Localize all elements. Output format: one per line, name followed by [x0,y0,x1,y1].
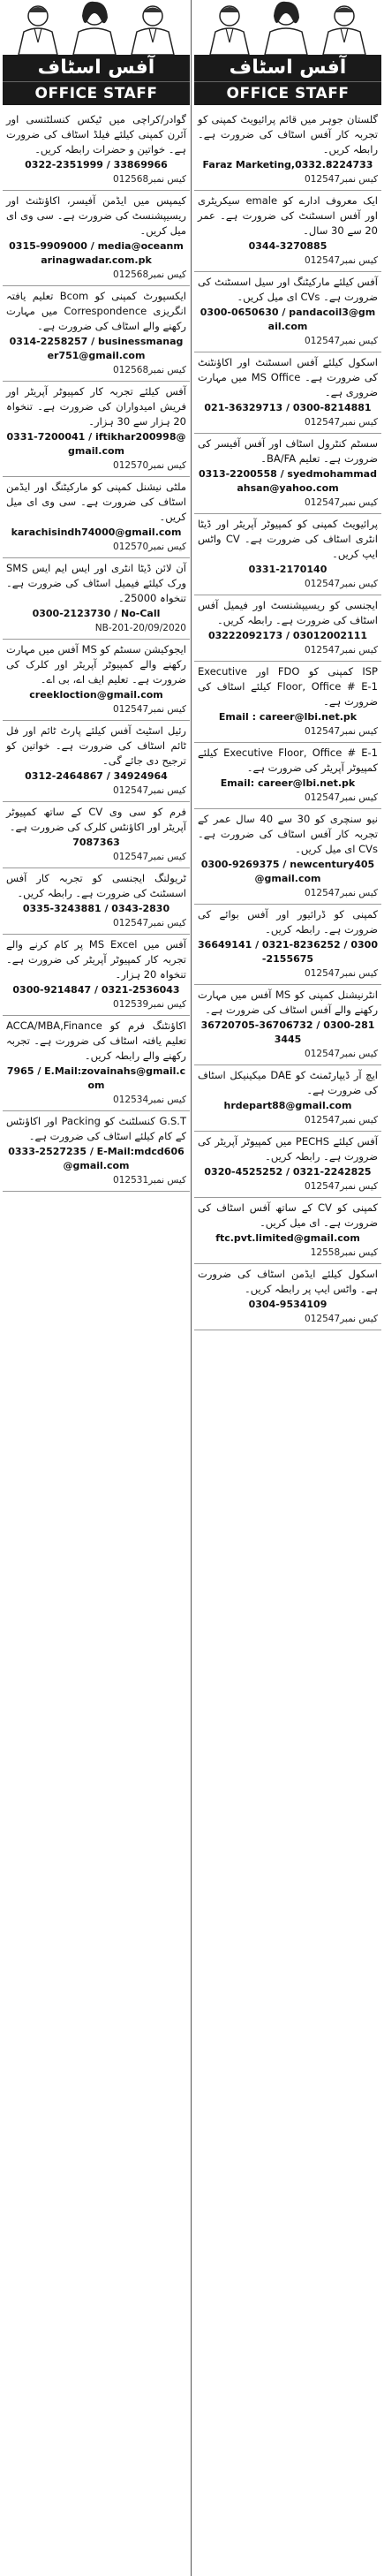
ad-contact: 7965 / E.Mail:zovainahs@gmail.com [6,1065,186,1091]
ad-body-text: آفس کیلئے مارکیٹنگ اور سیل اسسٹنٹ کی ضرورت ہے۔ CVs ای میل کریں۔ [198,276,378,303]
classified-ad [3,868,190,935]
ad-case-number: کیس نمبر012547 [305,579,378,589]
ad-case-number: کیس نمبر012547 [113,918,186,928]
ad-body-text: آفس کیلئے تجربہ کار کمپیوٹر آپریٹر اور فریش امیدواران کی ضرورت ہے۔ تنخواہ 20 ہزار سے 30 ہزار۔ [6,385,186,428]
classified-ad [194,595,381,662]
classified-ad [194,272,381,352]
ad-body-text: کمپنی کو CV کے ساتھ آفس اسٹاف کی ضرورت ہے۔ ای میل کریں۔ [198,1201,378,1229]
ad-contact: 021-36329713 / 0300-8214881 [204,402,372,413]
ad-case-number: کیس نمبر012568 [113,365,186,375]
ad-case-number: کیس نمبر012570 [113,460,186,471]
ad-contact: 0312-2464867 / 34924964 [25,770,168,782]
ad-case-number: کیس نمبر012547 [305,968,378,979]
ad-contact: 0300-0650630 / pandacoil3@gmail.com [200,307,376,332]
ad-case-number: کیس نمبر12558 [310,1247,378,1258]
ad-body-text: پرائیویٹ کمپنی کو کمپیوٹر آپریٹر اور ڈیٹا انٹری اسٹاف کی ضرورت ہے۔ CV واٹس ایپ کریں۔ [198,518,378,560]
ad-contact: 36649141 / 0321-8236252 / 0300-2155675 [198,939,378,965]
ad-case-number: کیس نمبر012568 [113,174,186,185]
ad-case-number: کیس نمبر012547 [305,645,378,655]
left-ads-list [3,110,190,1192]
ad-case-number: کیس نمبر012539 [113,999,186,1010]
classified-ad [194,1198,381,1264]
classified-ad [194,905,381,985]
classified-ad [3,721,190,802]
ad-body-text: سسٹم کنٹرول اسٹاف اور آفس آفیسر کی ضرورت ہے۔ تعلیم BA/FA۔ [198,437,378,465]
ad-body-text: اکاؤنٹنگ فرم کو ACCA/MBA,Finance تعلیم یافتہ اسٹاف کی ضرورت ہے۔ تجربہ رکھنے والے رابطہ کریں۔ [6,1019,186,1062]
ad-case-number: کیس نمبر012547 [305,792,378,803]
classified-ad [194,743,381,809]
ad-case-number: کیس نمبر012531 [113,1175,186,1186]
classified-ad [194,191,381,272]
ad-contact: 0315-9909000 / media@oceanmarinagwadar.com.pk [9,240,184,266]
ad-body-text: ایچ آر ڈیپارٹمنٹ کو DAE میکینیکل اسٹاف کی ضرورت ہے۔ [198,1069,378,1096]
classified-ad [3,286,190,382]
classified-ad [194,985,381,1065]
ad-case-number: کیس نمبر012547 [113,704,186,715]
left-column [3,0,190,2576]
ad-contact: 0331-2170140 [248,564,328,575]
classified-ad [194,434,381,514]
ad-case-number: کیس نمبر012547 [113,785,186,796]
ad-body-text: رئیل اسٹیٹ آفس کیلئے پارٹ ٹائم اور فل ٹائم اسٹاف کی ضرورت ہے۔ خواتین کو ترجیح دی جائے گی۔ [6,724,186,767]
section-title-english: OFFICE STAFF [3,81,190,105]
ad-contact: 0335-3243881 / 0343-2830 [22,903,170,914]
ad-body-text: نیو سنچری کو 30 سے 40 سال عمر کے تجربہ کار آفس اسٹاف کی ضرورت ہے۔ CVs ای میل کریں۔ [198,813,378,855]
ad-body-text: Executive Floor, Office # E-1 کیلئے کمپیوٹر آپریٹر کی ضرورت ہے۔ [198,746,378,774]
ad-body-text: ایکسپورٹ کمپنی کو Bcom تعلیم یافتہ انگریزی Correspondence میں مہارت رکھنے والے اسٹاف کی ضرورت ہے۔ [6,290,187,332]
ad-contact: 0300-9269375 / newcentury405@gmail.com [200,859,375,884]
ad-contact: 0322-2351999 / 33869966 [25,159,168,170]
classified-ad [194,809,381,905]
classified-ad [3,477,190,558]
ad-body-text: اسکول کیلئے ایڈمن اسٹاف کی ضرورت ہے۔ واٹس ایپ پر رابطہ کریں۔ [198,1268,378,1295]
ad-contact: 0320-4525252 / 0321-2242825 [204,1166,372,1178]
ad-case-number: کیس نمبر012547 [305,336,378,346]
ad-contact: Email : career@lbi.net.pk [218,711,358,723]
classified-ad [3,110,190,191]
ad-body-text: آفس کیلئے PECHS میں کمپیوٹر آپریٹر کی ضرورت ہے۔ رابطہ کریں۔ [198,1135,378,1163]
ad-body-text: ISP کمپنی کو FDO اور Executive Floor, Office # E-1 کیلئے اسٹاف کی ضرورت ہے۔ [198,665,379,708]
ad-contact: 0304-9534109 [248,1299,328,1310]
ad-body-text: ٹریولنگ ایجنسی کو تجربہ کار آفس اسسٹنٹ کی ضرورت ہے۔ رابطہ کریں۔ [6,872,186,899]
ad-body-text: گوادر/کراچی میں ٹیکس کنسلٹنسی اور آئرن کمپنی کیلئے فیلڈ اسٹاف کی ضرورت ہے۔ خواتین و حضرات رابطہ کریں۔ [6,113,186,155]
ad-body-text: ایک معروف ادارے کو emale سیکریٹری اور آفس اسسٹنٹ کی ضرورت ہے۔ عمر 20 سے 30 سال۔ [198,194,378,237]
right-column [194,0,381,2576]
classified-ad [3,935,190,1016]
ad-body-text: آفس میں MS Excel پر کام کرنے والے تجربہ کار کمپیوٹر آپریٹر کی ضرورت ہے۔ تنخواہ 20 ہزار۔ [6,938,186,981]
ad-contact: 0314-2258257 / businessmanager751@gmail.com [9,336,184,361]
left-header [3,0,190,106]
ad-contact: Faraz Marketing,0332.8224733 [202,159,373,170]
classified-ad [194,352,381,434]
section-title-english: OFFICE STAFF [194,81,381,105]
ad-case-number: کیس نمبر012534 [113,1095,186,1105]
ad-case-number: NB-201-20/09/2020 [94,623,186,633]
classified-ad [194,1065,381,1132]
ad-contact: 0333-2527235 / E-Mail:mdcd606@gmail.com [8,1146,184,1171]
column-divider [191,0,192,2576]
ad-contact: 7087363 [72,837,120,848]
ad-case-number: کیس نمبر012568 [113,269,186,280]
ad-case-number: کیس نمبر012547 [305,1049,378,1059]
ad-case-number: کیس نمبر012570 [113,542,186,552]
ad-contact: 0300-9214847 / 0321-2536043 [12,984,180,996]
ad-contact: creekloction@gmail.com [29,689,163,701]
right-header [194,0,381,106]
ad-case-number: کیس نمبر012547 [305,888,378,898]
ad-contact: karachisindh74000@gmail.com [11,527,182,538]
ad-body-text: آن لائن ڈیٹا انٹری اور ایس ایم ایس SMS ورک کیلئے فیمیل اسٹاف کی ضرورت ہے۔ تنخواہ 25000۔ [6,562,186,604]
classified-ad [194,1264,381,1330]
office-people-illustration [194,0,381,55]
classified-ad [3,382,190,477]
ad-case-number: کیس نمبر012547 [305,1181,378,1192]
ad-contact: 0331-7200041 / iftikhar200998@gmail.com [6,431,186,457]
ad-contact: 0313-2200558 / syedmohammadahsan@yahoo.com [199,468,377,494]
classified-ad [3,1111,190,1192]
classified-ad [3,640,190,721]
section-title-urdu: آفس اسٹاف [3,55,190,81]
classified-ad [194,662,381,743]
section-title-urdu: آفس اسٹاف [194,55,381,81]
ad-contact: 03222092173 / 03012002111 [207,630,368,641]
ad-body-text: ایجنسی کو ریسیپشنسٹ اور فیمیل آفس اسٹاف کی ضرورت ہے۔ رابطہ کریں۔ [198,599,378,626]
ad-contact: 36720705-36706732 / 0300-2813445 [200,1019,375,1045]
ad-body-text: کیمپس میں ایڈمن آفیسر، اکاؤنٹنٹ اور ریسیپشنسٹ کی ضرورت ہے۔ سی وی ای میل کریں۔ [6,194,186,237]
ad-case-number: کیس نمبر012547 [305,1314,378,1324]
classified-ad [194,514,381,595]
ad-contact: 0300-2123730 / No-Call [32,608,161,619]
right-ads-list [194,110,381,1330]
ad-contact: 0344-3270885 [248,240,328,252]
classified-ad [3,191,190,286]
ad-body-text: فرم کو سی وی CV کے ساتھ کمپیوٹر آپریٹر اور اکاؤنٹس کلرک کی ضرورت ہے۔ [6,806,186,833]
classified-ad [194,1132,381,1198]
classified-ad [3,802,190,868]
ad-body-text: ایجوکیشن سسٹم کو MS آفس میں مہارت رکھنے والے کمپیوٹر آپریٹر اور کلرک کی ضرورت ہے۔ تعلیم ایف اے، بی اے۔ [6,643,186,686]
classified-ad [3,1016,190,1111]
ad-case-number: کیس نمبر012547 [305,255,378,266]
classified-ad [194,110,381,191]
ad-case-number: کیس نمبر012547 [305,417,378,428]
ad-contact: hrdepart88@gmail.com [223,1100,352,1111]
ad-case-number: کیس نمبر012547 [305,726,378,737]
ad-body-text: اسکول کیلئے آفس اسسٹنٹ اور اکاؤنٹنٹ کی ضرورت ہے۔ MS Office میں مہارت ضروری ہے۔ [198,356,378,398]
ad-contact: ftc.pvt.limited@gmail.com [215,1232,360,1244]
ad-case-number: کیس نمبر012547 [305,1115,378,1125]
ad-body-text: ملٹی نیشنل کمپنی کو مارکیٹنگ اور ایڈمن اسٹاف کی ضرورت ہے۔ سی وی ای میل کریں۔ [6,481,186,523]
office-people-illustration [3,0,190,55]
classified-ad [3,558,190,640]
ad-case-number: کیس نمبر012547 [305,174,378,185]
ad-body-text: G.S.T کنسلٹنٹ کو Packing اور اکاؤنٹس کے کام کیلئے اسٹاف کی ضرورت ہے۔ [6,1115,186,1142]
ad-case-number: کیس نمبر012547 [113,852,186,862]
ad-body-text: گلستان جوہر میں قائم پرائیویٹ کمپنی کو تجربہ کار آفس اسٹاف کی ضرورت ہے۔ رابطہ کریں۔ [198,113,378,155]
ad-contact: Email: career@lbi.net.pk [220,777,356,789]
ad-body-text: کمپنی کو ڈرائیور اور آفس بوائے کی ضرورت ہے۔ رابطہ کریں۔ [198,908,378,936]
ad-body-text: انٹرنیشنل کمپنی کو MS آفس میں مہارت رکھنے والے آفس اسٹاف کی ضرورت ہے۔ [198,989,378,1016]
ad-case-number: کیس نمبر012547 [305,497,378,508]
